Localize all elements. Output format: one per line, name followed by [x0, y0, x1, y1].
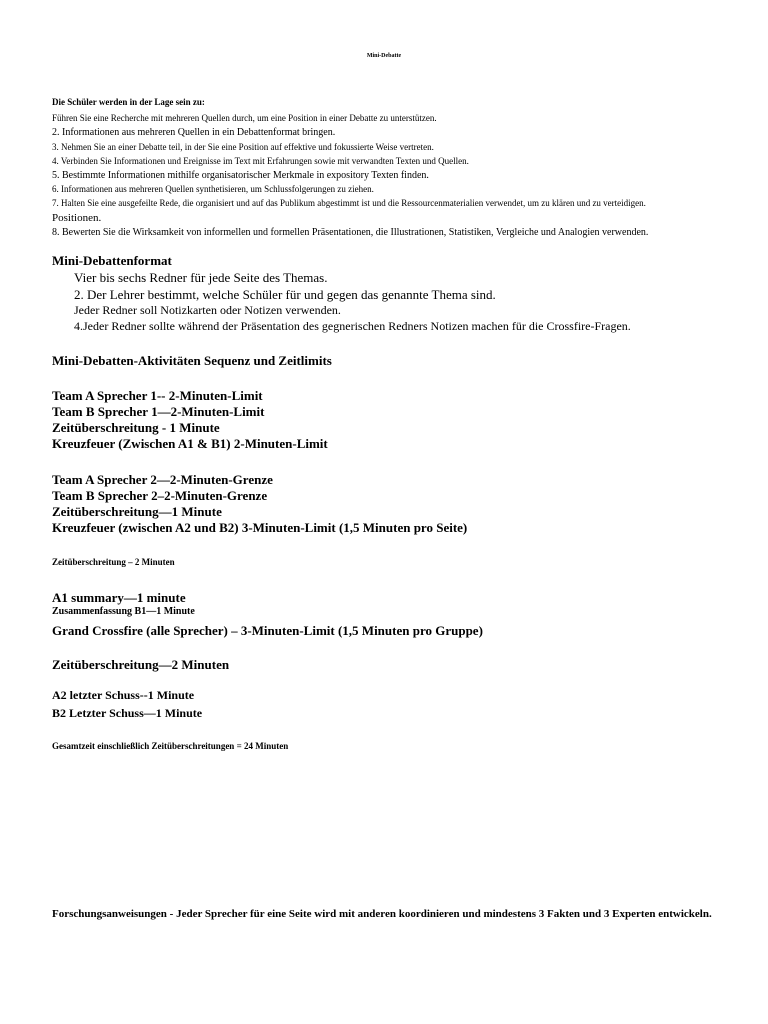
objectives-intro: Die Schüler werden in der Lage sein zu:: [52, 97, 205, 107]
sequence-heading: Mini-Debatten-Aktivitäten Sequenz und Zeitlimits: [52, 353, 332, 368]
format-item: Vier bis sechs Redner für jede Seite des Themas.: [74, 270, 328, 285]
sequence-step: Team B Sprecher 2–2-Minuten-Grenze: [52, 488, 268, 503]
format-item: 2. Der Lehrer bestimmt, welche Schüler für und gegen das genannte Thema sind.: [74, 287, 496, 302]
objective-item: 7. Halten Sie eine ausgefeilte Rede, die organisiert und auf das Publikum abgestimmt ist und die Ressourcenmaterialien verwendet, um zu klären und zu verteidigen.: [52, 198, 646, 208]
sequence-step: Team A Sprecher 2—2-Minuten-Grenze: [52, 472, 273, 487]
sequence-step: Team B Sprecher 1—2-Minuten-Limit: [52, 404, 265, 419]
research-instructions: Forschungsanweisungen - Jeder Sprecher für eine Seite wird mit anderen koordinieren und mindestens 3 Fakten und 3 Experten entwickeln.: [52, 908, 712, 920]
objective-item: 5. Bestimmte Informationen mithilfe organisatorischer Merkmale in expository Texten finden.: [52, 170, 429, 181]
format-item: 4.Jeder Redner sollte während der Präsentation des gegnerischen Redners Notizen machen für die Crossfire-Fragen.: [74, 319, 631, 333]
sequence-step: Zeitüberschreitung – 2 Minuten: [52, 557, 175, 567]
format-item: Jeder Redner soll Notizkarten oder Notizen verwenden.: [74, 303, 341, 317]
objective-item: 3. Nehmen Sie an einer Debatte teil, in der Sie eine Position auf effektive und fokussierte Weise vertreten.: [52, 142, 434, 152]
objective-item: Positionen.: [52, 212, 102, 224]
sequence-step: Zeitüberschreitung - 1 Minute: [52, 420, 220, 435]
sequence-step: Kreuzfeuer (zwischen A2 und B2) 3-Minuten-Limit (1,5 Minuten pro Seite): [52, 520, 468, 535]
sequence-step: Zeitüberschreitung—1 Minute: [52, 504, 222, 519]
sequence-step: A2 letzter Schuss--1 Minute: [52, 688, 195, 702]
objective-item: 6. Informationen aus mehreren Quellen synthetisieren, um Schlussfolgerungen zu ziehen.: [52, 184, 374, 194]
objective-item: 2. Informationen aus mehreren Quellen in ein Debattenformat bringen.: [52, 127, 336, 138]
total-time: Gesamtzeit einschließlich Zeitüberschreitungen = 24 Minuten: [52, 741, 289, 751]
page-title: Mini-Debatte: [366, 53, 402, 59]
sequence-step: Kreuzfeuer (Zwischen A1 & B1) 2-Minuten-Limit: [52, 436, 328, 451]
sequence-step: Team A Sprecher 1-- 2-Minuten-Limit: [52, 388, 263, 403]
sequence-step: Zusammenfassung B1—1 Minute: [52, 606, 195, 617]
objective-item: 4. Verbinden Sie Informationen und Ereignisse im Text mit Erfahrungen sowie mit verwandten Texten und Quellen.: [52, 156, 469, 166]
objective-item: Führen Sie eine Recherche mit mehreren Quellen durch, um eine Position in einer Debatte zu unterstützen.: [52, 113, 437, 123]
sequence-step: Zeitüberschreitung—2 Minuten: [52, 657, 230, 672]
objective-item: 8. Bewerten Sie die Wirksamkeit von informellen und formellen Präsentationen, die Illustrationen, Statistiken, Vergleiche und Analogien verwenden.: [52, 227, 649, 238]
sequence-step: B2 Letzter Schuss—1 Minute: [52, 706, 203, 720]
format-heading: Mini-Debattenformat: [52, 253, 172, 268]
sequence-step: Grand Crossfire (alle Sprecher) – 3-Minuten-Limit (1,5 Minuten pro Gruppe): [52, 623, 483, 638]
sequence-step: A1 summary—1 minute: [52, 590, 186, 605]
